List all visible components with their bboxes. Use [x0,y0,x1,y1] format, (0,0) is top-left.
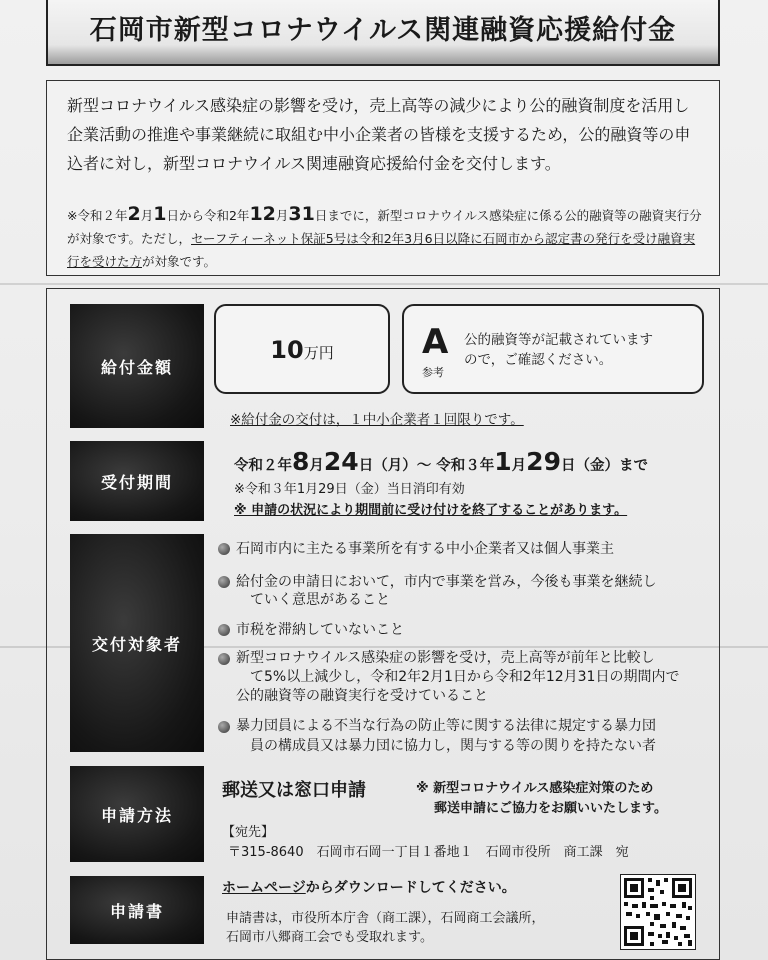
form-text: 石岡市八郷商工会でも受取れます。 [226,930,433,945]
qr-code-icon[interactable] [620,874,696,950]
eligibility-item: 新型コロナウイルス感染症の影響を受け，売上高等が前年と比較し [236,650,655,666]
eligibility-label: 交付対象者 [70,534,204,752]
address-heading: 【宛先】 [222,825,275,840]
eligibility-item: 給付金の申請日において，市内で事業を営み，今後も事業を継続し [236,574,657,590]
period-label: 受付期間 [70,441,204,521]
eligibility-item: 暴力団員による不当な行為の防止等に関する法律に規定する暴力団 [236,718,656,734]
homepage-link[interactable]: ホームページ [222,880,306,896]
period-text: 日（金）まで [560,458,648,474]
eligibility-item: 員の構成員又は暴力団に協力し，関与する等の関りを持たない者 [250,738,656,754]
amount-box [214,304,390,394]
intro-note [67,203,707,273]
reference-text: 公的融資等が記載されています [464,332,653,348]
amount-note: ※給付金の交付は，１中小企業者１回限りです。 [230,412,524,428]
note-month: 12 [249,203,276,225]
eligibility-item: 公的融資等の融資実行を受けていること [236,688,488,704]
period-text: 月 [309,458,324,474]
reference-text: ので，ご確認ください。 [464,352,613,368]
eligibility-item: ていく意思があること [250,592,390,608]
period-note: ※令和３年1月29日（金）当日消印有効 [234,482,465,497]
note-text: ※令和２年 [67,208,128,223]
period-text: 日（月）～ 令和３年 [358,458,495,474]
note-text: 日までに，新型コロナウイルス感染症に係る公的融資等の融資実行分が対象です。ただし， [67,208,702,246]
note-day: 31 [288,203,315,225]
period-day: 29 [526,447,561,476]
intro-box [46,80,720,276]
reference-box [402,304,704,394]
page-title: 石岡市新型コロナウイルス関連融資応援給付金 [89,15,677,46]
bullet-icon [218,624,230,636]
note-month: 2 [127,203,141,225]
note-underlined: セーフティーネット保証5号は令和2年3月6日以降に石岡市から認定書の発行を受け融資実行を受けた方 [67,231,696,269]
period-text: 令和２年 [234,458,292,474]
form-text: 申請書は，市役所本庁舎（商工課），石岡商工会議所， [226,911,545,926]
period-month: 8 [292,447,310,476]
reference-letter: A [422,322,449,362]
qr-code-graphic [621,875,695,949]
eligibility-item: て5%以上減少し，令和2年2月1日から令和2年12月31日の期間内で [250,669,680,685]
period-day: 24 [323,447,359,476]
note-text: 月 [140,208,154,223]
eligibility-item: 市税を滞納していないこと [236,622,404,638]
note-text: 月 [275,208,289,223]
amount-label: 給付金額 [70,304,204,428]
method-label: 申請方法 [70,766,204,862]
note-text: 日から令和2年 [166,208,250,223]
form-label: 申請書 [70,876,204,944]
method-note: ※ 新型コロナウイルス感染症対策のため [416,781,654,796]
period-warning: ※ 申請の状況により期間前に受け付けを終了することがあります。 [234,503,628,518]
mailing-address: 〒315-8640 石岡市石岡一丁目１番地１ 石岡市役所 商工課 宛 [228,845,629,860]
period-dates [234,448,648,480]
note-day: 1 [153,203,167,225]
fold-line [0,283,768,285]
intro-text: 新型コロナウイルス感染症の影響を受け，売上高等の減少により公的融資制度を活用し企業活動の推進や事業継続に取組む中小企業者の皆様を支援するため，公的融資等の申込者に対し，新型コロナウイルス関連融資応援給付金を交付します。 [67,96,691,173]
amount-value: 10 [270,336,304,364]
form-download-line [222,878,516,898]
period-text: 月 [511,458,527,474]
form-text: からダウンロードしてください。 [305,880,516,896]
title-banner [46,0,720,66]
amount-unit: 万円 [303,344,334,362]
amount-value-wrap [216,336,388,364]
eligibility-item: 石岡市内に主たる事業所を有する中小企業者又は個人事業主 [236,541,614,557]
period-month: 1 [494,447,512,476]
bullet-icon [218,721,230,733]
bullet-icon [218,653,230,665]
method-note: 郵送申請にご協力をお願いいたします。 [434,801,667,816]
method-main: 郵送又は窓口申請 [222,780,366,801]
bullet-icon [218,543,230,555]
reference-caption: 参考 [422,366,444,379]
bullet-icon [218,576,230,588]
note-text: が対象です。 [142,254,217,269]
